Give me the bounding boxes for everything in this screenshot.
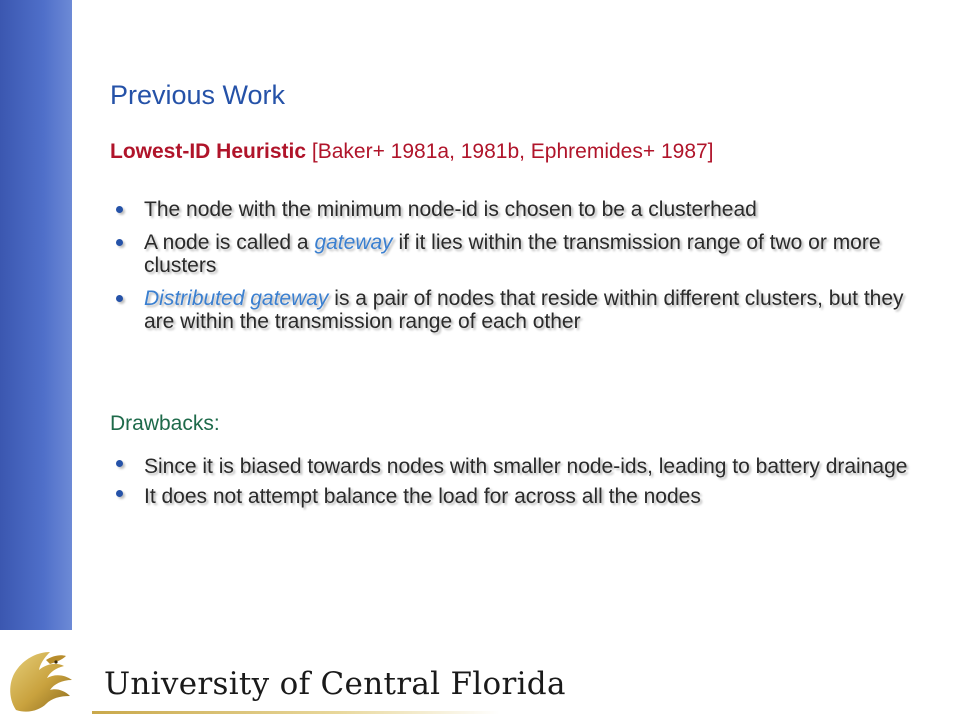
bullet-icon bbox=[116, 206, 123, 213]
bullet-text-pre: A node is called a bbox=[144, 231, 315, 254]
bullet-item bbox=[108, 198, 908, 221]
main-bullet-list bbox=[108, 198, 908, 343]
drawback-text: It does not attempt balance the load for across all the nodes bbox=[144, 485, 701, 508]
sidebar-bar bbox=[0, 0, 72, 630]
drawbacks-heading: Drawbacks: bbox=[110, 412, 220, 435]
subtitle-heuristic: Lowest-ID Heuristic bbox=[110, 140, 307, 163]
bullet-icon bbox=[116, 460, 123, 467]
drawback-item bbox=[108, 452, 908, 482]
drawbacks-bullet-list bbox=[108, 452, 908, 512]
pegasus-logo-icon bbox=[6, 640, 78, 716]
bullet-icon bbox=[116, 239, 123, 246]
university-wordmark: University of Central Florida bbox=[104, 666, 566, 702]
bullet-text-post: is a pair of nodes that reside within different clusters, but they are within the transmission range of each other bbox=[144, 287, 904, 333]
bullet-icon bbox=[116, 295, 123, 302]
bullet-icon bbox=[116, 490, 123, 497]
subtitle-citation: [Baker+ 1981a, 1981b, Ephremides+ 1987] bbox=[306, 140, 714, 163]
gateway-term: gateway bbox=[314, 231, 393, 254]
drawback-item bbox=[108, 482, 908, 512]
distributed-gateway-term: Distributed gateway bbox=[144, 287, 329, 310]
bullet-text: The node with the minimum node-id is chosen to be a clusterhead bbox=[144, 198, 757, 221]
bullet-item bbox=[108, 231, 908, 277]
bullet-text-post: if it lies within the transmission range of two or more clusters bbox=[144, 231, 881, 277]
bullet-item bbox=[108, 287, 908, 333]
drawback-text: Since it is biased towards nodes with smaller node-ids, leading to battery drainage bbox=[144, 455, 908, 478]
footer-divider bbox=[92, 711, 500, 714]
subtitle bbox=[110, 140, 714, 164]
slide-title: Previous Work bbox=[110, 80, 286, 110]
